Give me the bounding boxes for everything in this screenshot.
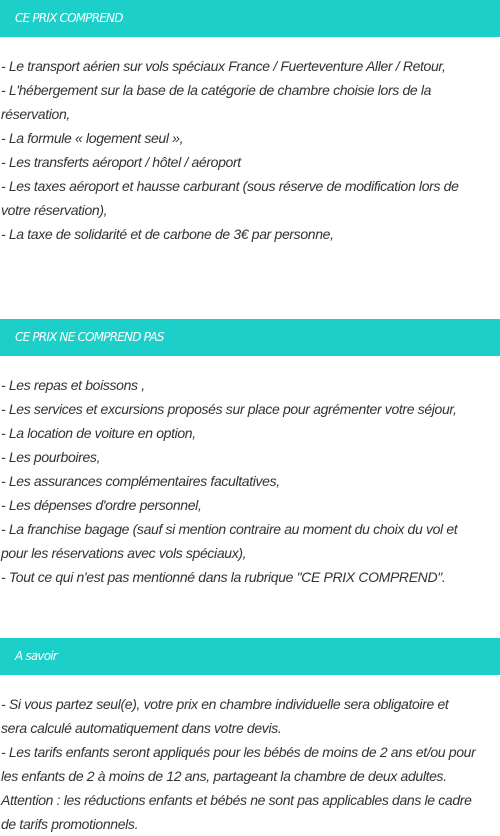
not-included-line: - Les dépenses d'ordre personnel, <box>1 497 202 513</box>
a-savoir-list <box>1 692 499 836</box>
not-included-line: - Les pourboires, <box>1 449 101 465</box>
section-title-a-savoir: A savoir <box>0 638 500 675</box>
included-line: - Les taxes aéroport et hausse carburant (sous réserve de modification lors de <box>1 178 459 194</box>
included-list <box>1 54 499 246</box>
not-included-line: - Tout ce qui n'est pas mentionné dans la rubrique "CE PRIX COMPREND". <box>1 569 446 585</box>
a-savoir-line: - Les tarifs enfants seront appliqués pour les bébés de moins de 2 ans et/ou pour <box>1 744 476 760</box>
not-included-line: - La location de voiture en option, <box>1 425 196 441</box>
not-included-line: - Les assurances complémentaires facultatives, <box>1 473 280 489</box>
a-savoir-line: Attention : les réductions enfants et bébés ne sont pas applicables dans le cadre <box>1 792 472 808</box>
not-included-line: - Les repas et boissons , <box>1 377 145 393</box>
section-title-included: CE PRIX COMPREND <box>0 0 500 37</box>
section-title-not-included: CE PRIX NE COMPREND PAS <box>0 319 500 356</box>
a-savoir-line: les enfants de 2 à moins de 12 ans, partageant la chambre de deux adultes. <box>1 768 447 784</box>
included-line: - La formule « logement seul », <box>1 130 184 146</box>
included-line: votre réservation), <box>1 202 108 218</box>
not-included-line: - La franchise bagage (sauf si mention contraire au moment du choix du vol et <box>1 521 458 537</box>
not-included-line: pour les réservations avec vols spéciaux), <box>1 545 247 561</box>
included-line: - Le transport aérien sur vols spéciaux France / Fuerteventure Aller / Retour, <box>1 58 446 74</box>
included-line: - Les transferts aéroport / hôtel / aéroport <box>1 154 241 170</box>
a-savoir-line: de tarifs promotionnels. <box>1 816 139 832</box>
a-savoir-line: - Si vous partez seul(e), votre prix en chambre individuelle sera obligatoire et <box>1 696 449 712</box>
not-included-list <box>1 373 499 589</box>
not-included-line: - Les services et excursions proposés sur place pour agrémenter votre séjour, <box>1 401 457 417</box>
included-line: réservation, <box>1 106 70 122</box>
a-savoir-line: sera calculé automatiquement dans votre devis. <box>1 720 282 736</box>
included-line: - La taxe de solidarité et de carbone de 3€ par personne, <box>1 226 334 242</box>
included-line: - L'hébergement sur la base de la catégorie de chambre choisie lors de la <box>1 82 432 98</box>
